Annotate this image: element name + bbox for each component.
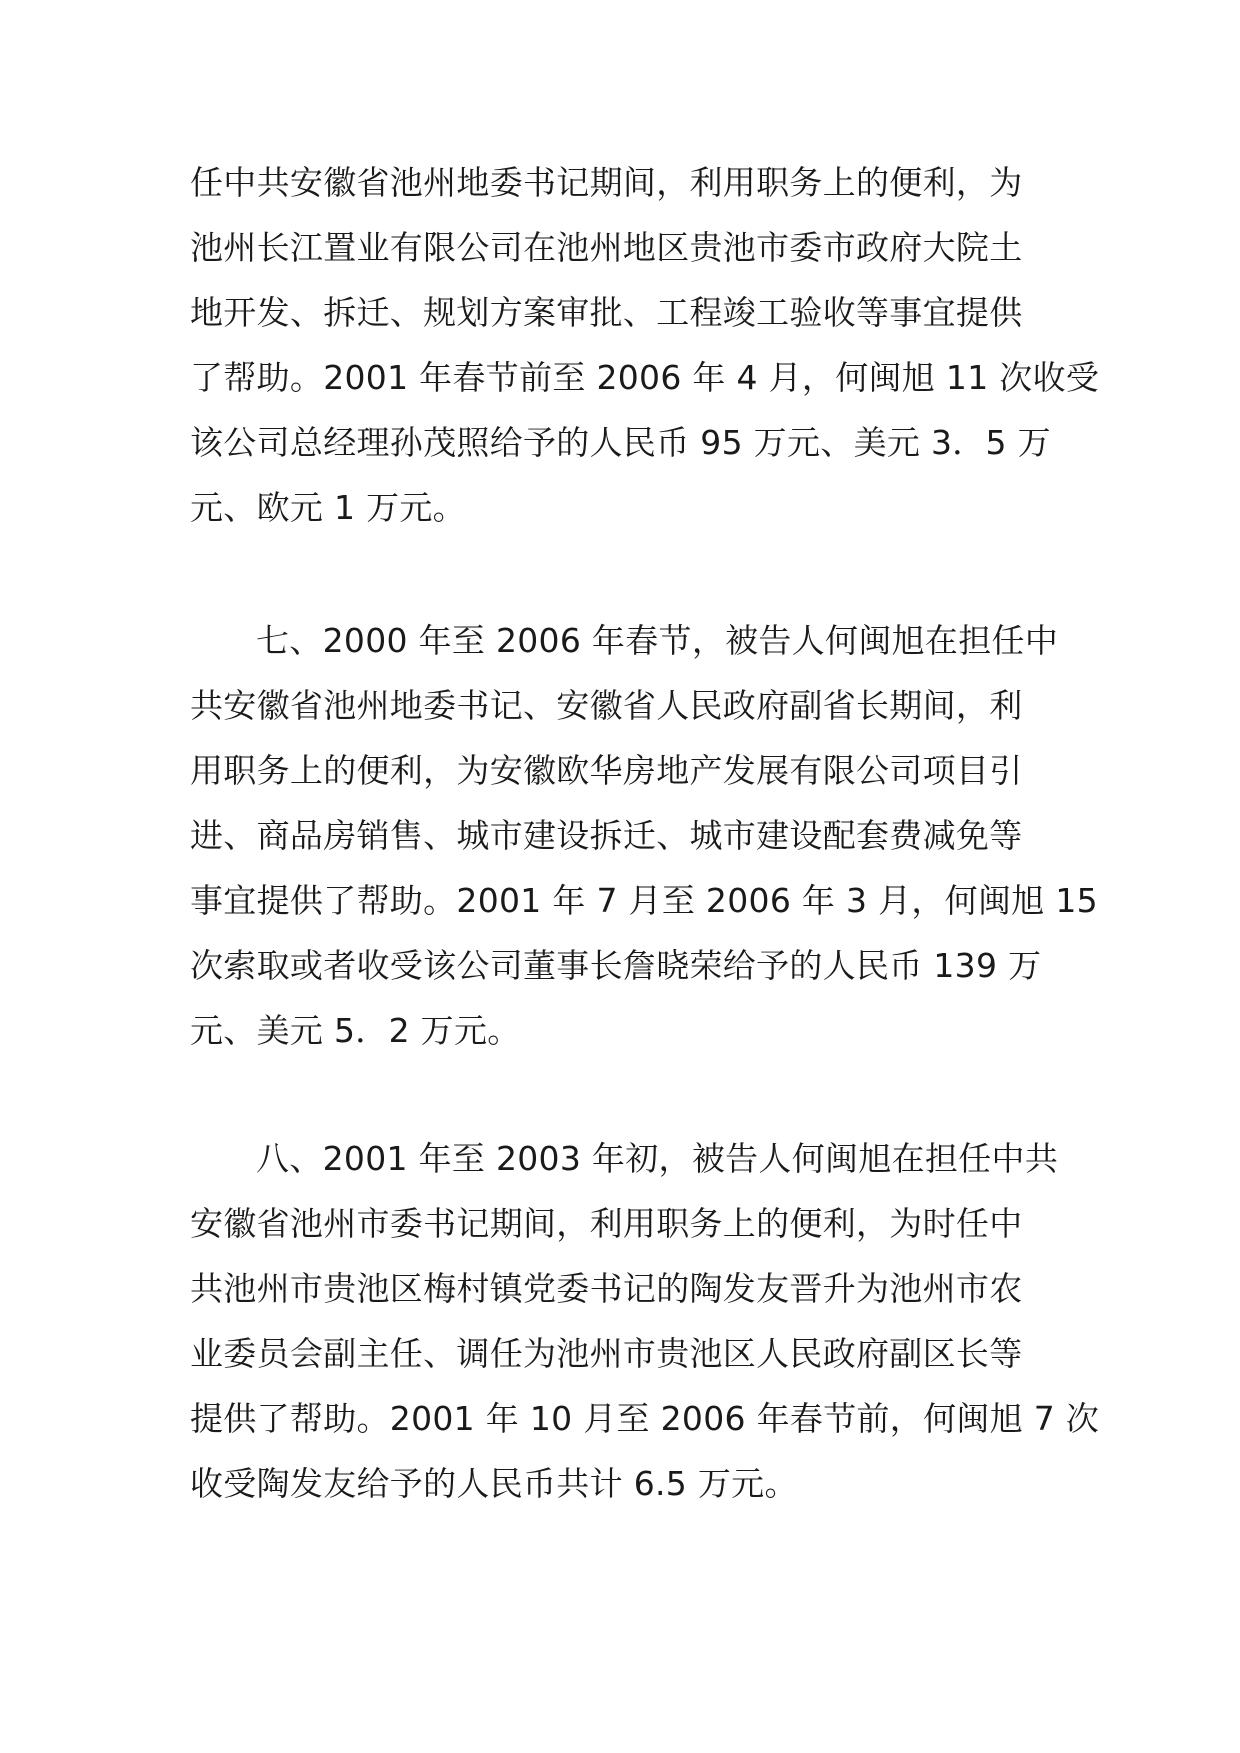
paragraph-line: 提供了帮助。2001 年 10 月至 2006 年春节前，何闽旭 7 次 xyxy=(190,1399,1100,1438)
paragraph-2 xyxy=(190,608,1098,1063)
paragraph-line: 安徽省池州市委书记期间，利用职务上的便利，为时任中 xyxy=(190,1204,1023,1243)
paragraph-line: 用职务上的便利，为安徽欧华房地产发展有限公司项目引 xyxy=(190,751,1023,790)
paragraph-line: 元、美元 5．2 万元。 xyxy=(190,1011,521,1050)
paragraph-line: 该公司总经理孙茂照给予的人民币 95 万元、美元 3．5 万 xyxy=(190,423,1051,462)
paragraph-line: 次索取或者收受该公司董事长詹晓荣给予的人民币 139 万 xyxy=(190,946,1042,985)
paragraph-line: 七、2000 年至 2006 年春节，被告人何闽旭在担任中 xyxy=(256,621,1059,660)
paragraph-line: 元、欧元 1 万元。 xyxy=(190,488,466,527)
paragraph-line: 共安徽省池州地委书记、安徽省人民政府副省长期间，利 xyxy=(190,686,1023,725)
paragraph-3 xyxy=(190,1126,1100,1516)
paragraph-line: 任中共安徽省池州地委书记期间，利用职务上的便利，为 xyxy=(190,163,1023,202)
paragraph-line: 共池州市贵池区梅村镇党委书记的陶发友晋升为池州市农 xyxy=(190,1269,1023,1308)
paragraph-line: 业委员会副主任、调任为池州市贵池区人民政府副区长等 xyxy=(190,1334,1023,1373)
paragraph-line: 池州长江置业有限公司在池州地区贵池市委市政府大院土 xyxy=(190,228,1023,267)
paragraph-line: 收受陶发友给予的人民币共计 6.5 万元。 xyxy=(190,1464,798,1503)
paragraph-line: 进、商品房销售、城市建设拆迁、城市建设配套费减免等 xyxy=(190,816,1023,855)
paragraph-line: 八、2001 年至 2003 年初，被告人何闽旭在担任中共 xyxy=(256,1139,1059,1178)
paragraph-1 xyxy=(190,150,1100,540)
paragraph-line: 地开发、拆迁、规划方案审批、工程竣工验收等事宜提供 xyxy=(190,293,1023,332)
paragraph-line: 事宜提供了帮助。2001 年 7 月至 2006 年 3 月，何闽旭 15 xyxy=(190,881,1098,920)
paragraph-line: 了帮助。2001 年春节前至 2006 年 4 月，何闽旭 11 次收受 xyxy=(190,358,1100,397)
